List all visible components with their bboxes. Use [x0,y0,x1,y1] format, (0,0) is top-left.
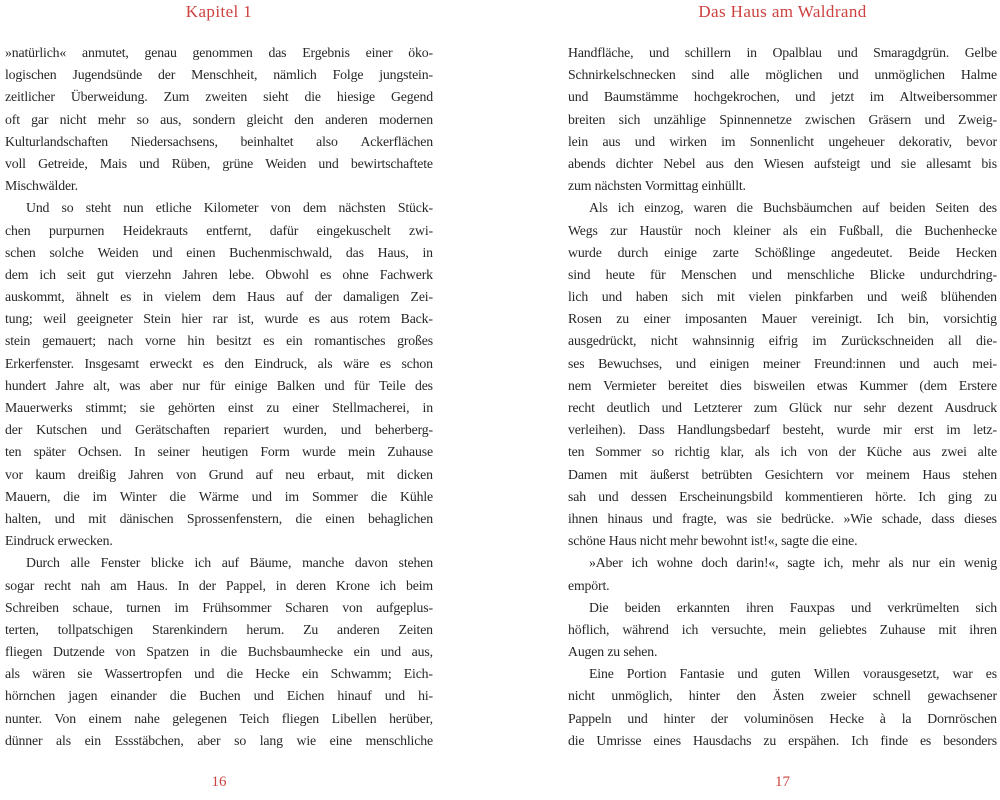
text-line: ten später Ochsen. In seiner heutigen Form wurde mein Zuhause [5,444,433,460]
text-line: logischen Jugendsünde der Menschheit, nämlich Folge jungstein- [5,67,433,83]
running-head-chapter: Kapitel 1 [185,2,253,21]
text-line: terten, tollpatschigen Starenkindern herum. Zu anderen Zeiten [5,621,433,637]
running-head-title: Das Haus am Waldrand [698,2,867,21]
right-page [568,0,997,800]
text-line: schen solche Weiden und einen Buchenmischwald, das Haus, in [5,244,433,260]
text-line: voll Getreide, Mais und Rüben, grüne Weiden und bewirtschaftete [5,155,433,171]
text-line: Eindruck erwecken. [5,533,113,549]
text-line: vor kaum dreißig Jahren von Grund auf neu erbaut, mit dicken [5,466,433,482]
text-line: schöne Haus nicht mehr bewohnt ist!«, sagte die eine. [568,533,858,549]
text-line: ten Sommer so richtig klar, als ich von der Küche aus zwei alte [568,444,997,460]
text-line: ses Bewuchses, und einigen meiner Freund:innen und auch mei- [568,355,997,371]
text-line: verleihen). Dass Handlungsbedarf besteht, wurde mir erst im letz- [568,422,997,438]
text-line: Eine Portion Fantasie und guten Willen vorausgesetzt, war es [589,666,997,682]
text-line: nunter. Von einem nahe gelegenen Teich fliegen Libellen herüber, [5,710,433,726]
text-line: als wären sie Wassertropfen und die Hecke ein Schwamm; Eich- [5,666,433,682]
text-line: Mischwälder. [5,178,78,194]
text-line: nem Vermieter bereitet dies bisweilen etwas Kummer (dem Erstere [568,377,997,393]
text-line: ihnen hinaus und fragte, was sie bedrücke. »Wie schade, dass dieses [568,510,997,526]
text-line: sind heute für Menschen und menschliche Blicke undurchdring- [568,266,997,282]
text-line: Kulturlandschaften Niedersachsens, beinhaltet also Ackerflächen [5,133,433,149]
text-line: Die beiden erkannten ihren Fauxpas und verkrümelten sich [589,599,997,615]
text-line: Mauerwerks stimmt; sie gehörten einst zu einer Stellmacherei, in [5,400,433,415]
text-line: Durch alle Fenster blicke ich auf Bäume, manche davon stehen [26,555,433,571]
text-line: Und so steht nun etliche Kilometer von dem nächsten Stück- [26,200,433,216]
right-page-number: 17 [775,774,790,790]
text-line: Erkerfenster. Insgesamt erweckt es den Eindruck, als wäre es schon [5,355,433,371]
text-line: tung; weil geeigneter Stein hier rar ist, wurde es aus rotem Back- [5,311,433,327]
text-line: hundert Jahre alt, was aber nur für einige Balken und für Teile des [5,377,433,393]
text-line: Damen mit äußerst betrübten Gesichtern vor meinem Haus stehen [568,466,997,482]
text-line: Als ich einzog, waren die Buchsbäumchen auf beiden Seiten des [589,200,997,216]
left-page-text [5,42,433,752]
text-line: fliegen Dutzende von Spatzen in die Buchsbaumhecke ein und aus, [5,644,433,660]
text-line: dem ich seit gut vierzehn Jahren lebe. Obwohl es ohne Fachwerk [5,266,433,282]
text-line: lich und haben sich mit vielen pinkfarben und weiß blühenden [568,289,997,305]
text-line: »Aber ich wohne doch darin!«, sagte ich, mehr als nur ein wenig [589,555,997,571]
text-line: höflich, während ich versuchte, mein geliebtes Zuhause mit ihren [568,621,997,637]
text-line: Pappeln und hinter der voluminösen Hecke à la Dornröschen [568,710,997,726]
text-line: ausgedrückt, nicht wahnsinnig eifrig im Zurückschneiden all die- [568,333,997,349]
text-line: auskommt, ähnelt es in vielem dem Haus auf der damaligen Zei- [5,289,433,305]
text-line: abends dichter Nebel aus den Wiesen aufsteigt und sie allesamt bis [568,155,997,171]
text-line: oft gar nicht mehr so aus, sondern gleicht den anderen modernen [5,111,433,127]
text-line: recht deutlich und Letzterer zum Glück nur sehr dezent Ausdruck [568,400,997,415]
text-line: hörnchen jagen einander die Buchen und Eichen hinauf und hi- [5,688,433,704]
text-line: zeitlicher Überweidung. Zum zweiten sieht die hiesige Gegend [5,89,433,105]
text-line: Schreiben schaue, turnen im Frühsommer Scharen von aufgeplus- [5,599,433,615]
text-line: sah und dessen Erscheinungsbild kommentieren hörte. Ich ging zu [568,488,997,504]
text-line: dünner als ein Essstäbchen, aber so lang wie eine menschliche [5,732,433,748]
text-line: Mauern, die im Winter die Wärme und im Sommer die Kühle [5,488,433,504]
text-line: empört. [568,577,610,593]
left-page [5,0,433,800]
text-line: Handfläche, und schillern in Opalblau und Smaragdgrün. Gelbe [568,45,997,60]
text-line: der Kutschen und Gerätschaften repariert wurden, und beherberg- [5,422,433,438]
text-line: die Umrisse eines Hausdachs zu erspähen. Ich finde es besonders [568,732,997,748]
text-line: und Baumstämme hochgekrochen, und jetzt im Altweibersommer [568,89,997,105]
right-page-text [568,42,997,752]
text-line: halten, und mit dänischen Sprossenfenstern, die einen behaglichen [5,510,433,526]
text-line: Schnirkelschnecken sind alle möglichen und unmöglichen Halme [568,67,997,83]
text-line: lein aus und wirken im Sonnenlicht ungeheuer dekorativ, bevor [568,133,997,149]
text-line: sogar recht nah am Haus. In der Pappel, in deren Krone ich beim [5,577,433,593]
text-line: breiten sich unzählige Spinnennetze zwischen Gräsern und Zweig- [568,111,997,127]
text-line: chen purpurnen Heidekrauts entfernt, dafür eingekuschelt zwi- [5,222,433,238]
text-line: Wegs zur Haustür noch kleiner als ein Fußball, die Buchenhecke [568,222,997,238]
text-line: zum nächsten Vormittag einhüllt. [568,178,746,194]
text-line: wurde durch einige zarte Schößlinge angedeutet. Beide Hecken [568,244,997,260]
text-line: Augen zu sehen. [568,644,658,660]
left-page-number: 16 [211,774,227,790]
text-line: nicht unmöglich, hinter den Ästen zweier schnell gewachsener [568,688,997,704]
text-line: »natürlich« anmutet, genau genommen das Ergebnis einer öko- [5,45,433,60]
text-line: Rosen zu einer imposanten Mauer vereinigt. Ich bin, vorsichtig [568,311,997,327]
text-line: stein gemauert; nach vorne hin besitzt es ein romantisches großes [5,333,433,349]
